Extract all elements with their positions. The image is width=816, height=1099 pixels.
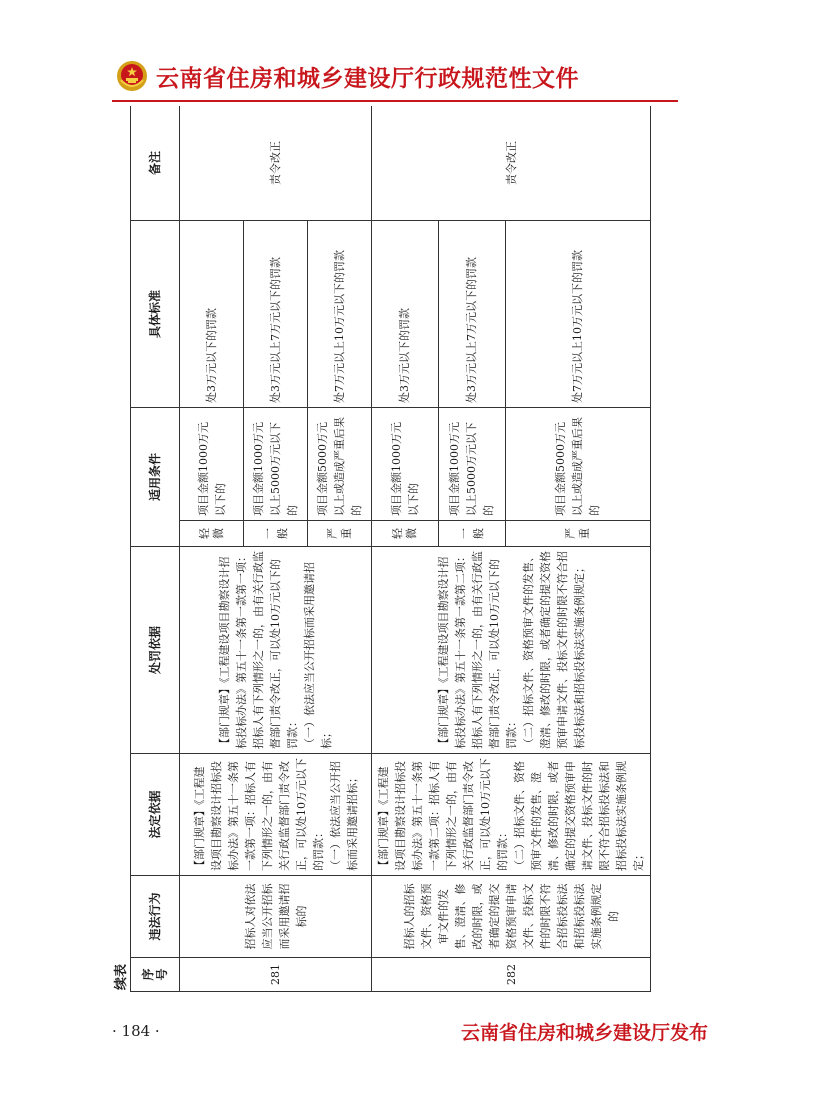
standard-serious: 处7万元以上10万元以下的罚款 <box>505 220 650 407</box>
row-legal-basis <box>372 754 651 876</box>
legal-basis-clause: 【部门规章】《工程建设项目勘察设计招标投标办法》第五十一条第一款第二项：招标人有下列情形之一的，由有关行政监督部门责令改正，可以处10万元以下的罚款： <box>377 758 509 871</box>
condition-normal: 项目金额1000万元以上5000万元以下的 <box>244 407 308 520</box>
continued-label: 续表 <box>114 963 129 990</box>
row-remark: 责令改正 <box>180 106 372 220</box>
header-legal-basis: 法定依据 <box>131 754 180 876</box>
header-standard: 具体标准 <box>131 220 180 407</box>
table-row <box>180 106 244 992</box>
row-seq: 282 <box>372 958 651 992</box>
condition-serious: 项目金额5000万元以上或造成严重后果的 <box>308 407 372 520</box>
footer-publisher: 云南省住房和城乡建设厅发布 <box>460 1022 708 1044</box>
row-remark: 责令改正 <box>372 106 651 220</box>
penalty-basis-item: （二）招标文件、资格预审文件的发售、澄清、修改的时限，或者确定的提交资格预审申请文件、投标文件的时限不符合招标投标法和招标投标法实施条例规定； <box>521 551 586 749</box>
document-header <box>116 58 579 94</box>
level-serious: 严重 <box>505 521 650 547</box>
header-penalty-basis: 处罚依据 <box>131 547 180 754</box>
page-number: · 184 · <box>112 1022 160 1040</box>
national-emblem-icon <box>116 60 148 92</box>
row-seq: 281 <box>180 958 372 992</box>
standard-serious: 处7万元以上10万元以下的罚款 <box>308 220 372 407</box>
table-header-row <box>131 106 180 992</box>
level-normal: 一般 <box>438 521 505 547</box>
penalty-table <box>130 106 651 992</box>
table-area <box>110 106 682 992</box>
standard-normal: 处3万元以上7万元以下的罚款 <box>244 220 308 407</box>
condition-normal: 项目金额1000万元以上5000万元以下的 <box>438 407 505 520</box>
condition-serious: 项目金额5000万元以上或造成严重后果的 <box>505 407 650 520</box>
rotated-table-container <box>110 106 682 992</box>
standard-light: 处3万元以下的罚款 <box>372 220 439 407</box>
table-row <box>372 106 439 992</box>
penalty-basis-clause: 【部门规章】《工程建设项目勘察设计招标投标办法》第五十一条第一款第二项：招标人有下列情形之一的，由有关行政监督部门责令改正，可以处10万元以下的罚款： <box>436 551 518 749</box>
standard-light: 处3万元以下的罚款 <box>180 220 244 407</box>
row-behavior: 招标人的招标文件、资格预审文件的发售、澄清、修改的时限，或者确定的提交资格预审申请文件、投标文件的时限不符合招标投标法和招标投标法实施条例规定的 <box>372 876 651 958</box>
condition-light: 项目金额1000万元以下的 <box>180 407 244 520</box>
legal-basis-item: （二）招标文件、资格预审文件的发售、澄清、修改的时限，或者确定的提交资格预审申请文件、投标文件的时限不符合招标投标法和招标投标法实施条例规定； <box>513 761 645 871</box>
level-light: 轻微 <box>372 521 439 547</box>
level-light: 轻微 <box>180 521 244 547</box>
header-title: 云南省住房和城乡建设厅行政规范性文件 <box>156 65 579 92</box>
penalty-basis-clause: 【部门规章】《工程建设项目勘察设计招标投标办法》第五十一条第一款第一项：招标人有下列情形之一的，由有关行政监督部门责令改正，可以处10万元以下的罚款： <box>218 551 299 749</box>
legal-basis-clause: 【部门规章】《工程建设项目勘察设计招标投标办法》第五十一条第一款第一项：招标人有下列情形之一的，由有关行政监督部门责令改正，可以处10万元以下的罚款： <box>192 758 325 871</box>
level-normal: 一般 <box>244 521 308 547</box>
header-behavior: 违法行为 <box>131 876 180 958</box>
header-remarks: 备注 <box>131 106 180 220</box>
penalty-basis-item: （一）依法应当公开招标而采用邀请招标； <box>303 562 333 749</box>
header-conditions: 适用条件 <box>131 407 180 546</box>
row-behavior: 招标人对依法应当公开招标而采用邀请招标的 <box>180 876 372 958</box>
standard-normal: 处3万元以上7万元以下的罚款 <box>438 220 505 407</box>
row-penalty-basis <box>372 547 651 754</box>
level-serious: 严重 <box>308 521 372 547</box>
header-seq: 序 号 <box>131 958 180 992</box>
condition-light: 项目金额1000万元以下的 <box>372 407 439 520</box>
row-penalty-basis <box>180 547 372 754</box>
row-legal-basis <box>180 754 372 876</box>
legal-basis-item: （一）依法应当公开招标而采用邀请招标； <box>328 761 359 871</box>
header-divider <box>112 100 678 102</box>
